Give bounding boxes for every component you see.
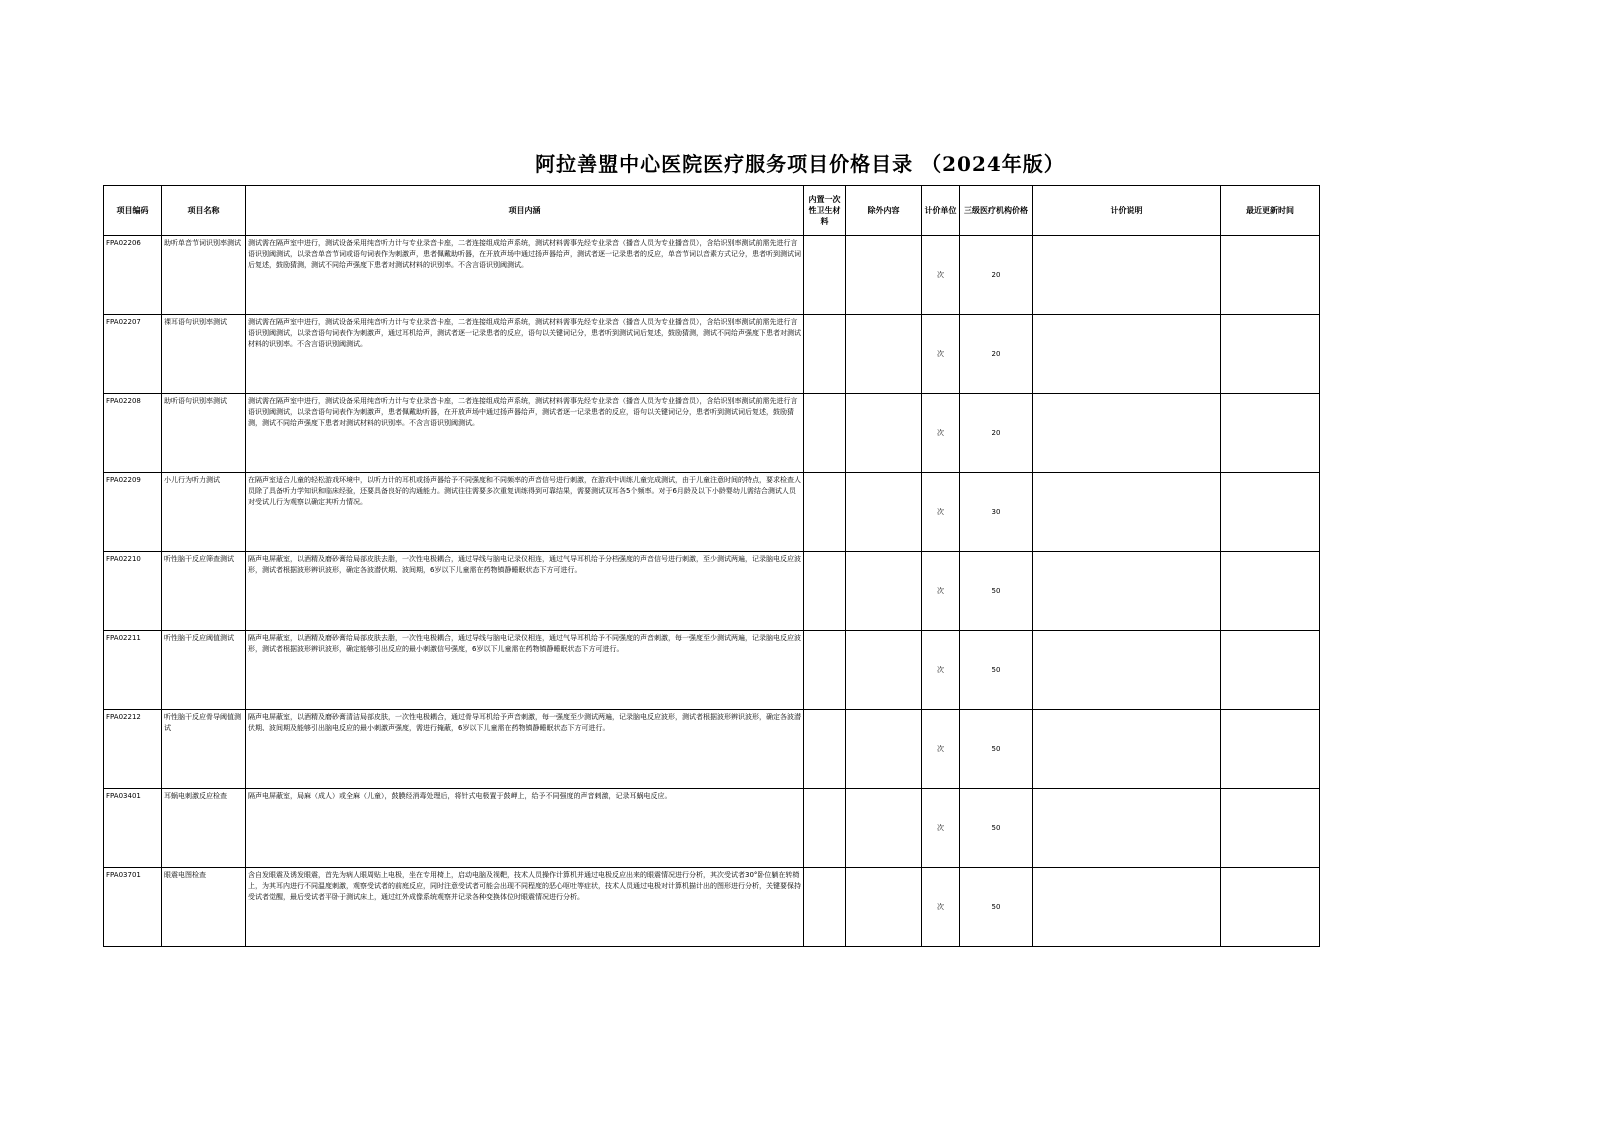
- table-body: [104, 236, 1320, 947]
- item-code: FPA02210: [104, 552, 162, 631]
- table-row: [104, 315, 1320, 394]
- item-content: 测试需在隔声室中进行，测试设备采用纯音听力计与专业录音卡座，二者连接组成给声系统，测试材料需事先经专业录音（播音人员为专业播音员），含给识别率测试前需先进行言语识别阈测试，以录音语句词表作为刺激声，通过耳机给声，测试者逐一记录患者的反应，语句以关键词记分，患者听到测试词后复述，鼓励猜测，测试不同给声强度下患者对测试材料的识别率。不含言语识别阈测试。: [246, 315, 804, 394]
- item-exclusion: [846, 394, 922, 473]
- item-material: [804, 789, 846, 868]
- item-price: 50: [960, 631, 1033, 710]
- item-material: [804, 236, 846, 315]
- item-code: FPA02207: [104, 315, 162, 394]
- header-updated: 最近更新时间: [1221, 186, 1320, 236]
- item-note: [1033, 552, 1221, 631]
- item-name: 裸耳语句识别率测试: [162, 315, 246, 394]
- item-unit: 次: [922, 552, 960, 631]
- item-price: 50: [960, 789, 1033, 868]
- item-content: 在隔声室适合儿童的轻松游戏环境中，以听力计的耳机或扬声器给予不同强度和不同频率的声音信号进行刺激，在游戏中训练儿童完成测试，由于儿童注意时间的特点，要求检查人员除了具备听力学知识和临床经验，还要具备良好的沟通能力。测试往往需要多次重复训练得到可靠结果，需要测试双耳各5个频率。对于6月龄及以下小龄婴幼儿需结合测试人员对受试儿行为观察以确定其听力情况。: [246, 473, 804, 552]
- item-code: FPA02208: [104, 394, 162, 473]
- item-name: 听性脑干反应骨导阈值测试: [162, 710, 246, 789]
- item-exclusion: [846, 789, 922, 868]
- item-note: [1033, 315, 1221, 394]
- item-price: 50: [960, 868, 1033, 947]
- header-material: 内置一次性卫生材料: [804, 186, 846, 236]
- item-note: [1033, 789, 1221, 868]
- header-content: 项目内涵: [246, 186, 804, 236]
- item-note: [1033, 868, 1221, 947]
- item-material: [804, 473, 846, 552]
- item-content: 隔声电屏蔽室，以酒精及磨砂膏清洁局部皮肤，一次性电极耦合，通过骨导耳机给予声音刺激，每一强度至少测试两遍，记录脑电反应波形，测试者根据波形辨识波形，确定各波潜伏期、波间期及能够引出脑电反应的最小刺激声强度，需进行掩蔽，6岁以下儿童需在药物镇静睡眠状态下方可进行。: [246, 710, 804, 789]
- item-price: 50: [960, 710, 1033, 789]
- item-name: 助听语句识别率测试: [162, 394, 246, 473]
- item-note: [1033, 394, 1221, 473]
- table-row: [104, 631, 1320, 710]
- item-exclusion: [846, 236, 922, 315]
- item-updated: [1221, 868, 1320, 947]
- item-code: FPA03701: [104, 868, 162, 947]
- table-row: [104, 789, 1320, 868]
- item-note: [1033, 473, 1221, 552]
- price-table: [103, 185, 1320, 947]
- item-price: 20: [960, 394, 1033, 473]
- header-exclusion: 除外内容: [846, 186, 922, 236]
- item-unit: 次: [922, 631, 960, 710]
- item-unit: 次: [922, 789, 960, 868]
- item-code: FPA02209: [104, 473, 162, 552]
- item-updated: [1221, 473, 1320, 552]
- item-code: FPA02212: [104, 710, 162, 789]
- item-exclusion: [846, 631, 922, 710]
- header-name: 项目名称: [162, 186, 246, 236]
- item-name: 听性脑干反应阈值测试: [162, 631, 246, 710]
- item-unit: 次: [922, 315, 960, 394]
- item-updated: [1221, 789, 1320, 868]
- item-content: 隔声电屏蔽室，以酒精及磨砂膏给局部皮肤去脂，一次性电极耦合，通过导线与脑电记录仪相连，通过气导耳机给予不同强度的声音刺激，每一强度至少测试两遍，记录脑电反应波形，测试者根据波形辨识波形，确定能够引出反应的最小刺激信号强度，6岁以下儿童需在药物镇静睡眠状态下方可进行。: [246, 631, 804, 710]
- table-row: [104, 710, 1320, 789]
- header-price: 三级医疗机构价格: [960, 186, 1033, 236]
- item-material: [804, 394, 846, 473]
- item-material: [804, 710, 846, 789]
- item-updated: [1221, 710, 1320, 789]
- item-content: 测试需在隔声室中进行，测试设备采用纯音听力计与专业录音卡座，二者连接组成给声系统，测试材料需事先经专业录音（播音人员为专业播音员），含给识别率测试前需先进行言语识别阈测试，以录音语句词表作为刺激声，患者佩戴助听器，在开放声场中通过扬声器给声，测试者逐一记录患者的反应，语句以关键词记分，患者听到测试词后复述，鼓励猜测，测试不同给声强度下患者对测试材料的识别率。不含言语识别阈测试。: [246, 394, 804, 473]
- item-unit: 次: [922, 473, 960, 552]
- item-name: 眼震电图检查: [162, 868, 246, 947]
- table-row: [104, 868, 1320, 947]
- item-name: 听性脑干反应筛查测试: [162, 552, 246, 631]
- header-unit: 计价单位: [922, 186, 960, 236]
- header-row: [104, 186, 1320, 236]
- item-name: 小儿行为听力测试: [162, 473, 246, 552]
- item-price: 20: [960, 236, 1033, 315]
- item-price: 20: [960, 315, 1033, 394]
- table-row: [104, 473, 1320, 552]
- item-updated: [1221, 552, 1320, 631]
- item-content: 含自发眼震及诱发眼震，首先为病人眼周贴上电极，坐在专用椅上，启动电脑及视靶，技术人员操作计算机并通过电极反应出来的眼震情况进行分析，其次受试者30°卧位躺在转椅上，为其耳内进行不同温度刺激，观察受试者的前庭反应，同时注意受试者可能会出现不同程度的恶心呕吐等症状，技术人员通过电极对计算机描计出的图形进行分析，关键要保持受试者觉醒，最后受试者平卧于测试床上，通过红外成像系统观察并记录各种变换体位时眼震情况进行分析。: [246, 868, 804, 947]
- header-note: 计价说明: [1033, 186, 1221, 236]
- item-updated: [1221, 631, 1320, 710]
- item-price: 30: [960, 473, 1033, 552]
- item-note: [1033, 236, 1221, 315]
- table-row: [104, 394, 1320, 473]
- item-price: 50: [960, 552, 1033, 631]
- item-updated: [1221, 236, 1320, 315]
- item-content: 隔声电屏蔽室，以酒精及磨砂膏给局部皮肤去脂，一次性电极耦合，通过导线与脑电记录仪相连，通过气导耳机给予分档强度的声音信号进行刺激，至少测试两遍，记录脑电反应波形，测试者根据波形辨识波形，确定各波潜伏期、波间期，6岁以下儿童需在药物镇静睡眠状态下方可进行。: [246, 552, 804, 631]
- item-exclusion: [846, 868, 922, 947]
- item-material: [804, 631, 846, 710]
- item-note: [1033, 710, 1221, 789]
- item-unit: 次: [922, 710, 960, 789]
- item-unit: 次: [922, 868, 960, 947]
- item-name: 耳蜗电刺激反应检查: [162, 789, 246, 868]
- item-content: 隔声电屏蔽室，局麻（成人）或全麻（儿童），鼓膜经消毒处理后，将针式电极置于鼓岬上，给予不同强度的声音刺激，记录耳蜗电反应。: [246, 789, 804, 868]
- item-material: [804, 868, 846, 947]
- item-exclusion: [846, 552, 922, 631]
- item-code: FPA03401: [104, 789, 162, 868]
- item-code: FPA02211: [104, 631, 162, 710]
- item-content: 测试需在隔声室中进行，测试设备采用纯音听力计与专业录音卡座，二者连接组成给声系统，测试材料需事先经专业录音（播音人员为专业播音员），含给识别率测试前需先进行言语识别阈测试，以录音单音节词或语句词表作为刺激声，患者佩戴助听器，在开放声场中通过扬声器给声，测试者逐一记录患者的反应，单音节词以音素方式记分，患者听到测试词后复述，鼓励猜测，测试不同给声强度下患者对测试材料的识别率。不含言语识别阈测试。: [246, 236, 804, 315]
- item-material: [804, 315, 846, 394]
- item-exclusion: [846, 315, 922, 394]
- item-updated: [1221, 394, 1320, 473]
- table-row: [104, 236, 1320, 315]
- item-note: [1033, 631, 1221, 710]
- item-material: [804, 552, 846, 631]
- item-exclusion: [846, 710, 922, 789]
- item-updated: [1221, 315, 1320, 394]
- item-name: 助听单音节词识别率测试: [162, 236, 246, 315]
- item-unit: 次: [922, 394, 960, 473]
- header-code: 项目编码: [104, 186, 162, 236]
- page-title: 阿拉善盟中心医院医疗服务项目价格目录 （2024年版）: [535, 152, 1065, 176]
- item-exclusion: [846, 473, 922, 552]
- item-unit: 次: [922, 236, 960, 315]
- item-code: FPA02206: [104, 236, 162, 315]
- table-row: [104, 552, 1320, 631]
